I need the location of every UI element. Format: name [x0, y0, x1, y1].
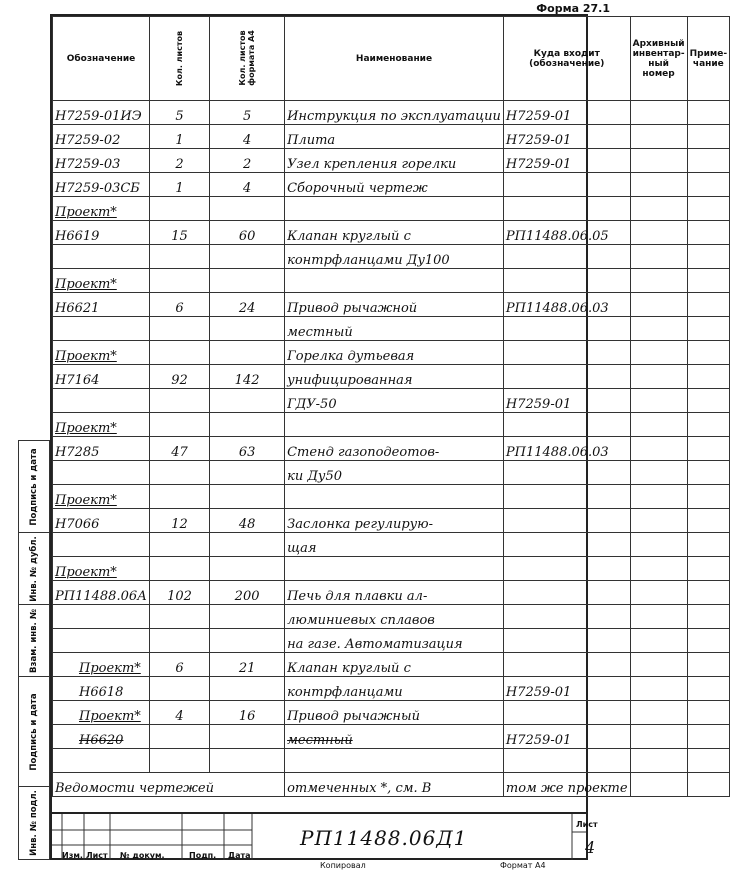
header-where-used: Куда входит (обозначение)	[503, 17, 630, 101]
cell-archive-number	[630, 149, 687, 173]
cell-note	[687, 197, 729, 221]
table-row	[53, 773, 730, 797]
table-row	[53, 197, 730, 221]
cell-note	[687, 653, 729, 677]
table-row	[53, 413, 730, 437]
cell-sheets-a4	[210, 269, 285, 293]
cell-where-used: РП11488.06.05	[503, 221, 630, 245]
cell-archive-number	[630, 365, 687, 389]
cell-where-used	[503, 461, 630, 485]
cell-designation: Проект*	[53, 269, 150, 293]
table-row	[53, 677, 730, 701]
cell-sheets	[149, 605, 209, 629]
cell-designation	[53, 629, 150, 653]
cell-sheets	[149, 461, 209, 485]
cell-where-used	[503, 341, 630, 365]
cell-where-used	[503, 581, 630, 605]
cell-note	[687, 149, 729, 173]
cell-sheets-a4: 2	[210, 149, 285, 173]
cell-designation	[53, 245, 150, 269]
cell-sheets-a4: 142	[210, 365, 285, 389]
cell-archive-number	[630, 389, 687, 413]
table-row	[53, 293, 730, 317]
table-row	[53, 269, 730, 293]
cell-sheets-a4: 60	[210, 221, 285, 245]
cell-sheets-a4: 200	[210, 581, 285, 605]
cell-name: Горелка дутьевая	[285, 341, 504, 365]
cell-name	[285, 197, 504, 221]
table-header-row	[53, 17, 730, 101]
cell-where-used	[503, 317, 630, 341]
footer-copied: Копировал	[320, 861, 366, 870]
cell-note	[687, 485, 729, 509]
cell-note	[687, 389, 729, 413]
cell-note	[687, 101, 729, 125]
footer-format: Формат А4	[500, 861, 546, 870]
table-row	[53, 557, 730, 581]
cell-sheets	[149, 749, 209, 773]
cell-archive-number	[630, 245, 687, 269]
cell-name: отмеченных *, см. В	[285, 773, 504, 797]
cell-sheets-a4	[210, 197, 285, 221]
cell-sheets	[149, 389, 209, 413]
cell-archive-number	[630, 461, 687, 485]
table-row	[53, 509, 730, 533]
cell-archive-number	[630, 629, 687, 653]
cell-note	[687, 701, 729, 725]
table-row	[53, 485, 730, 509]
cell-designation	[53, 605, 150, 629]
cell-designation: Н6621	[53, 293, 150, 317]
cell-sheets-a4: 21	[210, 653, 285, 677]
cell-note	[687, 245, 729, 269]
cell-where-used	[503, 365, 630, 389]
cell-note	[687, 461, 729, 485]
cell-designation: Н7259-03СБ	[53, 173, 150, 197]
cell-where-used	[503, 629, 630, 653]
cell-name: щая	[285, 533, 504, 557]
stamp-doc-number: № докум.	[120, 851, 165, 860]
cell-where-used: РП11488.06.03	[503, 437, 630, 461]
cell-archive-number	[630, 197, 687, 221]
table-row	[53, 461, 730, 485]
cell-sheets-a4	[210, 629, 285, 653]
table-row	[53, 581, 730, 605]
cell-name: Узел крепления горелки	[285, 149, 504, 173]
cell-sheets: 6	[149, 653, 209, 677]
cell-designation: Проект*	[53, 701, 150, 725]
cell-note	[687, 533, 729, 557]
cell-sheets-a4	[210, 485, 285, 509]
cell-designation: Проект*	[53, 653, 150, 677]
cell-designation	[53, 533, 150, 557]
cell-archive-number	[630, 653, 687, 677]
table-row	[53, 389, 730, 413]
cell-note	[687, 413, 729, 437]
cell-note	[687, 269, 729, 293]
cell-sheets: 2	[149, 149, 209, 173]
cell-designation	[53, 749, 150, 773]
header-designation: Обозначение	[53, 17, 150, 101]
cell-archive-number	[630, 701, 687, 725]
cell-name: на газе. Автоматизация	[285, 629, 504, 653]
drawing-register-table	[52, 16, 730, 797]
cell-sheets: 92	[149, 365, 209, 389]
cell-sheets-a4	[210, 245, 285, 269]
document-code: РП11488.06Д1	[300, 826, 468, 850]
cell-sheets-a4	[210, 533, 285, 557]
cell-designation: Н7259-02	[53, 125, 150, 149]
cell-name: местный	[285, 725, 504, 749]
sidebar-signature-date: Подпись и дата	[19, 441, 49, 533]
cell-name: Печь для плавки ал-	[285, 581, 504, 605]
sidebar-dup-inv: Инв. № дубл.	[19, 533, 49, 605]
cell-name: Привод рычажный	[285, 701, 504, 725]
cell-where-used	[503, 245, 630, 269]
cell-sheets	[149, 485, 209, 509]
cell-designation: Н7259-01ИЭ	[53, 101, 150, 125]
cell-designation	[53, 389, 150, 413]
cell-note	[687, 725, 729, 749]
cell-archive-number	[630, 605, 687, 629]
cell-where-used: том же проекте	[503, 773, 630, 797]
cell-designation: Проект*	[53, 557, 150, 581]
cell-where-used: Н7259-01	[503, 149, 630, 173]
cell-sheets: 5	[149, 101, 209, 125]
table-row	[53, 605, 730, 629]
cell-sheets-a4	[210, 317, 285, 341]
cell-name	[285, 485, 504, 509]
cell-sheets: 12	[149, 509, 209, 533]
cell-archive-number	[630, 173, 687, 197]
table-row	[53, 245, 730, 269]
table-row	[53, 725, 730, 749]
cell-where-used	[503, 509, 630, 533]
cell-sheets-a4: 63	[210, 437, 285, 461]
table-row	[53, 437, 730, 461]
cell-sheets-a4	[210, 389, 285, 413]
cell-sheets: 1	[149, 125, 209, 149]
stamp-date: Дата	[228, 851, 251, 860]
table-row	[53, 749, 730, 773]
stamp-sheet: Лист	[86, 851, 108, 860]
cell-where-used	[503, 485, 630, 509]
header-sheets-a4: Кол. листов формата А4	[210, 17, 285, 101]
cell-designation: Н7066	[53, 509, 150, 533]
cell-archive-number	[630, 533, 687, 557]
cell-note	[687, 773, 729, 797]
form-label: Форма 27.1	[536, 2, 610, 15]
cell-sheets	[149, 197, 209, 221]
cell-archive-number	[630, 557, 687, 581]
cell-archive-number	[630, 485, 687, 509]
cell-sheets-a4	[210, 749, 285, 773]
cell-where-used	[503, 269, 630, 293]
cell-where-used	[503, 173, 630, 197]
stamp-signature: Подп.	[189, 851, 217, 860]
cell-sheets	[149, 413, 209, 437]
cell-sheets	[149, 629, 209, 653]
cell-note	[687, 605, 729, 629]
cell-note	[687, 293, 729, 317]
cell-note	[687, 437, 729, 461]
cell-archive-number	[630, 341, 687, 365]
sheet-label: Лист	[576, 820, 598, 829]
cell-sheets-a4	[210, 725, 285, 749]
cell-name: Клапан круглый с	[285, 221, 504, 245]
cell-note	[687, 629, 729, 653]
cell-name	[285, 557, 504, 581]
cell-designation: РП11488.06А	[53, 581, 150, 605]
cell-where-used: Н7259-01	[503, 725, 630, 749]
table-row	[53, 173, 730, 197]
sheet-number: 4	[585, 838, 596, 857]
cell-sheets: 1	[149, 173, 209, 197]
cell-sheets-a4: 24	[210, 293, 285, 317]
cell-designation: Проект*	[53, 197, 150, 221]
cell-sheets	[149, 557, 209, 581]
cell-designation: Проект*	[53, 341, 150, 365]
sidebar-signature-date-2: Подпись и дата	[19, 677, 49, 787]
cell-sheets	[149, 317, 209, 341]
cell-sheets: 6	[149, 293, 209, 317]
cell-note	[687, 125, 729, 149]
cell-sheets	[149, 245, 209, 269]
cell-name: Привод рычажной	[285, 293, 504, 317]
cell-sheets-a4	[210, 341, 285, 365]
cell-sheets: 47	[149, 437, 209, 461]
table-row	[53, 317, 730, 341]
stamp-change: Изм.	[62, 851, 83, 860]
cell-name: контрфланцами Ду100	[285, 245, 504, 269]
cell-where-used	[503, 701, 630, 725]
cell-note	[687, 557, 729, 581]
cell-sheets-a4: 5	[210, 101, 285, 125]
cell-note	[687, 221, 729, 245]
cell-where-used	[503, 533, 630, 557]
cell-where-used: Н7259-01	[503, 389, 630, 413]
cell-sheets-a4: 4	[210, 125, 285, 149]
cell-name: контрфланцами	[285, 677, 504, 701]
cell-name: Инструкция по эксплуатации	[285, 101, 504, 125]
cell-note	[687, 365, 729, 389]
cell-name: унифицированная	[285, 365, 504, 389]
cell-archive-number	[630, 269, 687, 293]
cell-sheets-a4	[210, 461, 285, 485]
cell-archive-number	[630, 509, 687, 533]
cell-designation: Н7285	[53, 437, 150, 461]
cell-name: местный	[285, 317, 504, 341]
cell-archive-number	[630, 437, 687, 461]
cell-name: Плита	[285, 125, 504, 149]
cell-where-used: Н7259-01	[503, 101, 630, 125]
cell-sheets: 102	[149, 581, 209, 605]
cell-name: Заслонка регулирую-	[285, 509, 504, 533]
cell-sheets: 15	[149, 221, 209, 245]
cell-note	[687, 509, 729, 533]
table-row	[53, 341, 730, 365]
cell-where-used: РП11488.06.03	[503, 293, 630, 317]
sidebar-original-inv: Инв. № подл.	[29, 790, 39, 856]
table-row	[53, 221, 730, 245]
cell-where-used	[503, 653, 630, 677]
header-note: Приме-чание	[687, 17, 729, 101]
cell-sheets-a4: 48	[210, 509, 285, 533]
cell-where-used	[503, 605, 630, 629]
cell-where-used	[503, 197, 630, 221]
cell-sheets	[149, 341, 209, 365]
cell-sheets: 4	[149, 701, 209, 725]
table-row	[53, 533, 730, 557]
table-row	[53, 101, 730, 125]
cell-sheets	[149, 677, 209, 701]
table-row	[53, 701, 730, 725]
cell-name	[285, 269, 504, 293]
cell-designation: Н7164	[53, 365, 150, 389]
cell-archive-number	[630, 725, 687, 749]
cell-note	[687, 173, 729, 197]
header-archive-number: Архивный инвентар-ный номер	[630, 17, 687, 101]
cell-name: ГДУ-50	[285, 389, 504, 413]
cell-name	[285, 749, 504, 773]
cell-designation: Н7259-03	[53, 149, 150, 173]
cell-sheets	[149, 269, 209, 293]
cell-archive-number	[630, 773, 687, 797]
table-row	[53, 629, 730, 653]
cell-designation: Н6619	[53, 221, 150, 245]
cell-where-used	[503, 413, 630, 437]
cell-sheets-a4	[210, 557, 285, 581]
left-margin-stamp	[18, 440, 50, 860]
header-sheets-count: Кол. листов	[149, 17, 209, 101]
cell-note	[687, 581, 729, 605]
cell-archive-number	[630, 581, 687, 605]
cell-archive-number	[630, 221, 687, 245]
cell-designation: Ведомости чертежей	[53, 773, 285, 797]
cell-sheets-a4	[210, 413, 285, 437]
cell-sheets-a4	[210, 605, 285, 629]
cell-sheets-a4	[210, 677, 285, 701]
cell-archive-number	[630, 677, 687, 701]
cell-designation	[53, 461, 150, 485]
table-row	[53, 653, 730, 677]
cell-name: Клапан круглый с	[285, 653, 504, 677]
cell-archive-number	[630, 293, 687, 317]
cell-designation: Проект*	[53, 485, 150, 509]
cell-sheets	[149, 725, 209, 749]
cell-designation	[53, 317, 150, 341]
cell-name: Сборочный чертеж	[285, 173, 504, 197]
cell-note	[687, 341, 729, 365]
sidebar-replace-inv: Взам. инв. №	[19, 605, 49, 677]
cell-name: Стенд газоподеотов-	[285, 437, 504, 461]
cell-designation: Проект*	[53, 413, 150, 437]
cell-archive-number	[630, 317, 687, 341]
table-body	[53, 101, 730, 797]
header-name: Наименование	[285, 17, 504, 101]
cell-sheets-a4: 4	[210, 173, 285, 197]
cell-name: люминиевых сплавов	[285, 605, 504, 629]
table-row	[53, 125, 730, 149]
cell-archive-number	[630, 413, 687, 437]
cell-designation: Н6618	[53, 677, 150, 701]
cell-name	[285, 413, 504, 437]
cell-archive-number	[630, 125, 687, 149]
cell-sheets-a4: 16	[210, 701, 285, 725]
cell-archive-number	[630, 749, 687, 773]
cell-sheets	[149, 533, 209, 557]
cell-where-used	[503, 749, 630, 773]
cell-archive-number	[630, 101, 687, 125]
cell-name: ки Ду50	[285, 461, 504, 485]
cell-where-used: Н7259-01	[503, 677, 630, 701]
cell-note	[687, 749, 729, 773]
cell-note	[687, 677, 729, 701]
cell-designation: Н6620	[53, 725, 150, 749]
table-row	[53, 149, 730, 173]
cell-where-used	[503, 557, 630, 581]
cell-where-used: Н7259-01	[503, 125, 630, 149]
table-row	[53, 365, 730, 389]
cell-note	[687, 317, 729, 341]
